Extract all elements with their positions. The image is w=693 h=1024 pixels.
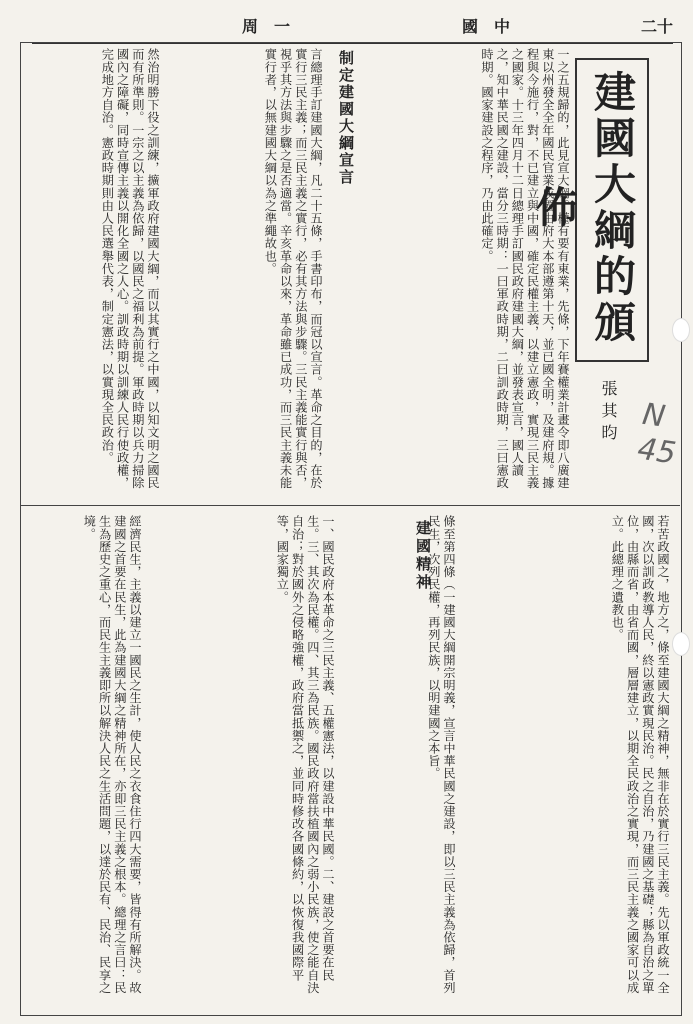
section-heading-spirit: 建國精神 xyxy=(414,520,432,592)
binder-hole xyxy=(672,318,690,342)
page-header xyxy=(32,12,673,34)
header-left-text: 周 一 xyxy=(242,17,291,36)
declaration-title: 制定建國大綱宣言 xyxy=(337,50,355,186)
handwritten-note: N 45 xyxy=(635,396,679,472)
body-text-spirit: 條至第四條（一建國大綱開宗明義，宣言中華民國之建設，即以三民主義為依歸，首列民生，次列民權，再列民族，以明建國之本旨。 xyxy=(426,515,456,994)
body-text-left-top: 然治明勝下役之訓練，擴軍政府建國大綱，而以其實行之中國，以知文明之國民而有所準則。一宗之以主義為依歸，以國民之福利為前提。軍政時期以兵力掃除國內之障礙，同時宣傳主義以開化全國之人心。訓政時期以訓練人民行使政權，完成地方自治。憲政時期則由人民選舉代表，制定憲法，以實現全民政治。 xyxy=(100,48,160,489)
body-text-right-top: 一之五規歸的，此見宣大綱。權有要有東業，先條，下年賽權業計畫令即八廣建東以州發全全年國民官業成國由府大本部遵第十天，並已國全明，及建府規。據程與今施行，對，不已建立與中國，確定民權主義，以建立憲政，實現三民主義之國家。十三年四月十二日總理手訂國民政府建國大綱，並發表宣言，國人讀之，知中華民國之建設，當分三時期：一曰軍政時期，二曰訓政時期，三曰憲政時期。國家建設之程序，乃由此確定。 xyxy=(479,48,570,489)
binder-hole xyxy=(672,632,690,656)
header-center-text: 國 中 xyxy=(462,17,511,36)
article-title: 建國大綱的頒佈 xyxy=(530,70,637,346)
section-divider xyxy=(20,505,680,506)
body-text-mid-top: 言總理手訂建國大綱，凡二十五條，手書印布，而冠以宣言。革命之目的，在於實行三民主義；而三民主義之實行，必有其方法與步驟。三民主義能實行與否，視乎其方法與步驟之是否適當。辛亥革命以來，革命雖已成功，而三民主義未能實行者，以無建國大綱以為之準繩故也。 xyxy=(263,48,323,489)
body-text-left-bottom: 經濟民生，主義以建立一國民之生計，使人民之衣食住行四大需要，皆得有所解決。故建國之首要在民生，此為建國大綱之精神所在，亦即三民主義之根本。總理之言曰：民生為歷史之重心，而民生主義即所以解決人民之生活問題，以達於民有、民治、民享之境。 xyxy=(82,515,142,994)
article-author: 張其昀 xyxy=(599,380,618,446)
body-text-mid-bottom: 一、國民政府本革命之三民主義、五權憲法，以建設中華民國。二、建設之首要在民生。三、其次為民權。四、其三為民族。國民政府當扶植國內之弱小民族，使之能自決自治；對於國外之侵略強權，政府當抵禦之，並同時修改各國條約，以恢復我國際平等，國家獨立。 xyxy=(275,515,335,994)
header-page-number: 二十 xyxy=(640,17,673,36)
body-text-right-bottom: 若苦政國之，地方之，條至建國大綱之精神，無非在於實行三民主義。先以軍政統一全國，次以訓政教導人民，終以憲政實現民治。民之自治，乃建國之基礎；縣為自治之單位，由縣而省，由省而國，層層建立，以期全民政治之實現，而三民主義之國家可以成立。此總理之遺教也。 xyxy=(610,515,670,994)
